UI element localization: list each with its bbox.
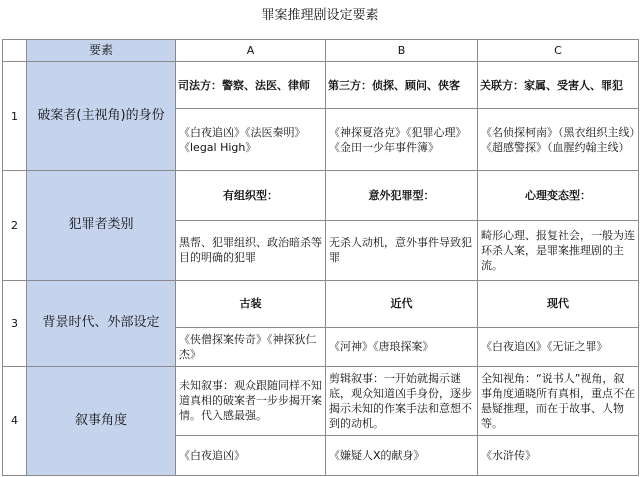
row-aspect: 破案者(主视角)的身份: [27, 62, 176, 171]
cell-a-examples: 《白夜追凶》《法医秦明》《legal High》: [176, 109, 326, 171]
row-number: 2: [3, 171, 27, 280]
row-aspect: 背景时代、外部设定: [27, 280, 176, 366]
cell-c-details: 畸形心理、报复社会，一般为连环杀人案，是罪案推理剧的主流。: [478, 221, 639, 280]
cell-a-details: 黑帮、犯罪组织、政治暗杀等目的明确的犯罪: [176, 221, 326, 280]
header-col-a: A: [176, 40, 326, 62]
table-row-3: [3, 280, 639, 327]
cell-a-heading: 古装: [176, 280, 326, 327]
elements-table: [2, 39, 639, 476]
header-aspect: 要素: [27, 40, 176, 62]
cell-c-heading: 心理变态型：: [478, 171, 639, 221]
cell-c-examples: 《名侦探柯南》（黑衣组织主线）《超感警探》（血腥约翰主线）: [478, 109, 639, 171]
row-aspect: 叙事角度: [27, 366, 176, 475]
cell-a-description: 未知叙事：观众跟随同样不知道真相的破案者一步步揭开案情。代入感最强。: [176, 366, 326, 435]
header-number-cell: [3, 40, 27, 62]
cell-c-heading: 现代: [478, 280, 639, 327]
page-title: 罪案推理剧设定要素: [261, 8, 379, 23]
header-col-c: C: [478, 40, 639, 62]
cell-b-examples: 《神探夏洛克》《犯罪心理》《金田一少年事件簿》: [326, 109, 478, 171]
cell-b-heading: 意外犯罪型：: [326, 171, 478, 221]
cell-a-examples: 《白夜追凶》: [176, 435, 326, 475]
header-col-b: B: [326, 40, 478, 62]
cell-b-heading: 近代: [326, 280, 478, 327]
row-number: 3: [3, 280, 27, 366]
cell-b-examples: 《嫌疑人X的献身》: [326, 435, 478, 475]
cell-c-description: 全知视角：“说书人”视角，叙事角度通晓所有真相，重点不在悬疑推理，而在于故事、人物等。: [478, 366, 639, 435]
row-number: 1: [3, 62, 27, 171]
row-aspect: 犯罪者类别: [27, 171, 176, 280]
cell-a-examples: 《侠僧探案传奇》《神探狄仁杰》: [176, 327, 326, 366]
cell-c-examples: 《白夜追凶》《无证之罪》: [478, 327, 639, 366]
row-number: 4: [3, 366, 27, 475]
cell-c-heading: 关联方：家属、受害人、罪犯: [478, 62, 639, 109]
table-row-2: [3, 171, 639, 221]
cell-b-heading: 第三方：侦探、顾问、侠客: [326, 62, 478, 109]
cell-b-examples: 《河神》《唐琅探案》: [326, 327, 478, 366]
cell-b-details: 无杀人动机，意外事件导致犯罪: [326, 221, 478, 280]
cell-a-heading: 有组织型：: [176, 171, 326, 221]
table-header-row: [3, 40, 639, 62]
table-row-1: [3, 62, 639, 109]
cell-b-description: 剪辑叙事：一开始就揭示谜底，观众知道凶手身份，逐步揭示未知的作案手法和意想不到的动机。: [326, 366, 478, 435]
cell-c-examples: 《水浒传》: [478, 435, 639, 475]
cell-a-heading: 司法方：警察、法医、律师: [176, 62, 326, 109]
table-row-4: [3, 366, 639, 435]
